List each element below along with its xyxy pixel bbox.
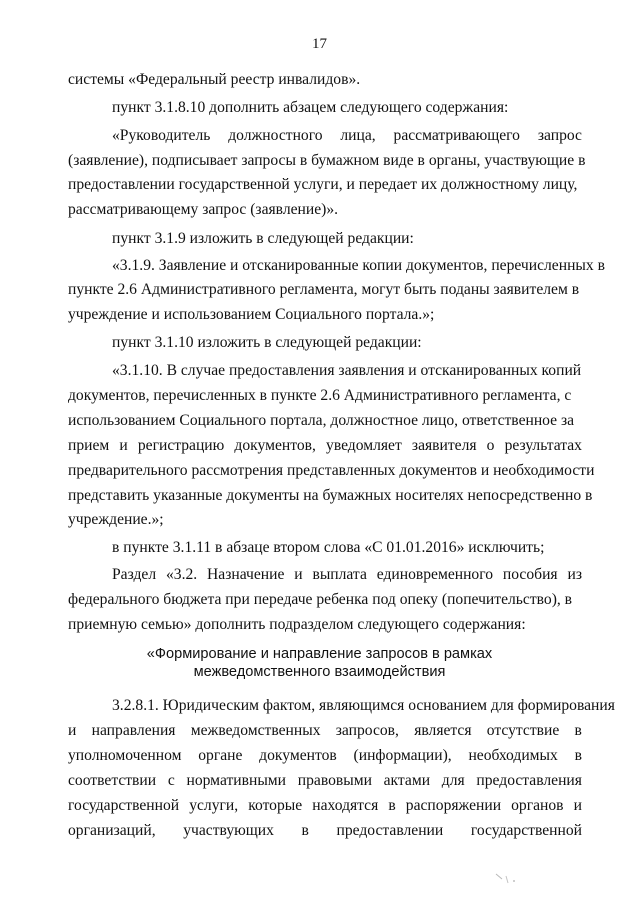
text-line: 3.2.8.1. Юридическим фактом, являющимся основанием для формирования [112, 697, 615, 714]
word: межведомственных [190, 722, 321, 739]
word: органе [198, 747, 243, 764]
word: для [441, 772, 465, 789]
text-line: документов, перечисленных в пункте 2.6 Административного регламента, с [68, 387, 572, 404]
word: в [574, 747, 582, 764]
word: должностного [228, 127, 323, 144]
word: актами [383, 772, 431, 789]
word: организаций, [68, 822, 156, 839]
word: «Руководитель [112, 127, 211, 144]
text-line: «3.1.9. Заявление и отсканированные копии документов, перечисленных в [112, 257, 605, 274]
text-line: учреждение.»; [68, 511, 164, 528]
scan-artifact-mark [494, 872, 520, 886]
word: находятся [312, 797, 379, 814]
word: участвующих [183, 822, 274, 839]
word: органов [511, 797, 564, 814]
word: и [68, 722, 77, 739]
word: уполномоченном [68, 747, 182, 764]
section-heading-line: «Формирование и направление запросов в рамках [146, 646, 493, 662]
word: распоряжении [405, 797, 502, 814]
word: документов, [234, 437, 316, 454]
text-line: представить указанные документы на бумажных носителях непосредственно в [68, 487, 593, 504]
word: направления [91, 722, 176, 739]
word: нормативными [186, 772, 287, 789]
text-line-justified [112, 565, 582, 585]
word: и [573, 797, 582, 814]
word: государственной [470, 822, 582, 839]
text-line-justified [68, 771, 582, 791]
text-line: использованием Социального портала, должностное лицо, ответственное за [68, 412, 575, 429]
text-line: предоставлении государственной услуги, и передает их должностному лицу, [68, 176, 578, 193]
word: в [388, 797, 396, 814]
text-line: пункте 2.6 Административного регламента, могут быть поданы заявителем в [68, 281, 580, 298]
text-line: (заявление), подписывает запросы в бумажном виде в органы, участвующие в [68, 152, 586, 169]
word: запросов, [335, 722, 399, 739]
word: лица, [340, 127, 376, 144]
text-line: в пункте 3.1.11 в абзаце втором слова «С 01.01.2016» исключить; [112, 539, 545, 556]
text-line-justified [68, 721, 582, 741]
word: рассматривающего [393, 127, 520, 144]
word: в [301, 822, 309, 839]
word: является [414, 722, 472, 739]
text-line: пункт 3.1.8.10 дополнить абзацем следующего содержания: [112, 99, 509, 116]
word: в [574, 722, 582, 739]
text-line-justified [68, 746, 582, 766]
word: государственной [68, 797, 180, 814]
word: документов [259, 747, 337, 764]
word: которые [248, 797, 303, 814]
text-line: пункт 3.1.9 изложить в следующей редакции: [112, 230, 414, 247]
word: предоставлении [336, 822, 444, 839]
word: (информации), [353, 747, 452, 764]
text-line: «3.1.10. В случае предоставления заявления и отсканированных копий [112, 362, 582, 379]
word: Раздел [112, 566, 157, 583]
page-number: 17 [312, 36, 327, 52]
word: запрос [537, 127, 582, 144]
word: услуги, [189, 797, 239, 814]
text-line-justified [68, 821, 582, 841]
text-line: предварительного рассмотрения представленных документов и необходимости [68, 462, 595, 479]
word: пособия [502, 566, 558, 583]
word: результатах [504, 437, 582, 454]
word: заявителя [411, 437, 477, 454]
word: прием [68, 437, 110, 454]
text-line: рассматривающему запрос (заявление)». [68, 201, 339, 218]
word: регистрацию [137, 437, 225, 454]
text-line: системы «Федеральный реестр инвалидов». [68, 71, 361, 88]
word: с [167, 772, 175, 789]
text-line-justified [68, 796, 582, 816]
text-line: приемную семью» дополнить подразделом следующего содержания: [68, 616, 526, 633]
word: единовременного [376, 566, 494, 583]
text-line: федерального бюджета при передаче ребенка под опеку (попечительство), в [68, 591, 573, 608]
text-line-justified [112, 126, 582, 146]
word: «3.2. [165, 566, 198, 583]
word: предоставления [476, 772, 582, 789]
word: отсутствие [486, 722, 560, 739]
word: из [567, 566, 582, 583]
section-heading-line: межведомственного взаимодействия [193, 664, 446, 680]
word: и [294, 566, 303, 583]
word: о [486, 437, 495, 454]
word: необходимых [468, 747, 558, 764]
word: Назначение [207, 566, 285, 583]
word: правовыми [297, 772, 372, 789]
text-line-justified [68, 436, 582, 456]
word: выплата [312, 566, 367, 583]
word: соответствии [68, 772, 157, 789]
word: и [119, 437, 128, 454]
text-line: пункт 3.1.10 изложить в следующей редакции: [112, 334, 422, 351]
text-line: учреждение и использованием Социального портала.»; [68, 306, 435, 323]
word: уведомляет [326, 437, 402, 454]
